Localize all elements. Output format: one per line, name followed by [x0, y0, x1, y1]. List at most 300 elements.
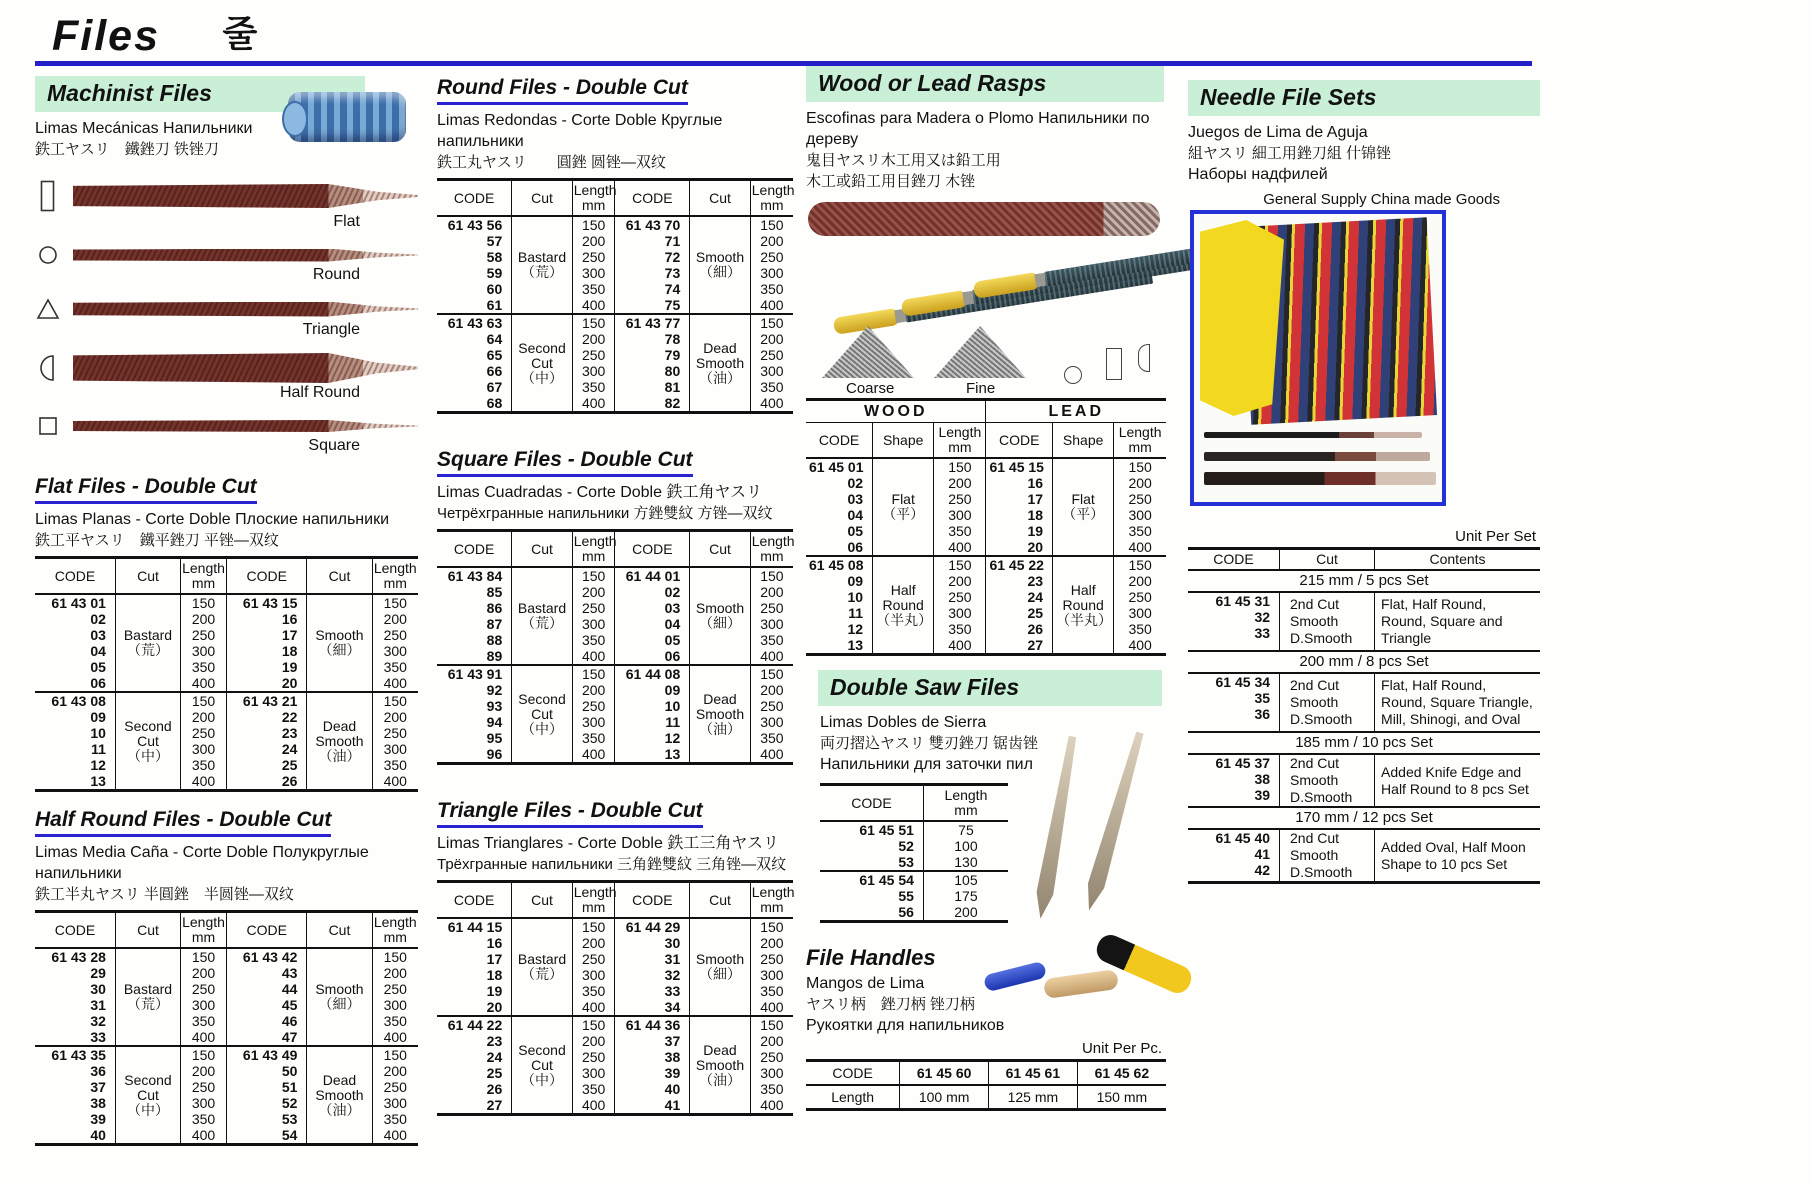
code-cell: 38 — [615, 1049, 690, 1065]
code-cell: 67 — [486, 379, 503, 395]
table-row — [437, 567, 793, 584]
length-cell: 300 — [750, 967, 793, 983]
length-cell: 150 — [1114, 556, 1166, 573]
table-row — [35, 594, 418, 611]
code-cell: 19 — [226, 659, 306, 675]
length-cell: 150 — [572, 665, 615, 682]
length-cell: 350 — [750, 281, 793, 297]
machinist-file-row — [35, 353, 418, 383]
code-cell: 61 45 40 41 42 — [1215, 830, 1271, 878]
flat-files-subtitle-cjk: 鉄工平ヤスリ 鐵平銼刀 平锉—双纹 — [35, 532, 279, 549]
code-cell: 25 — [486, 1065, 503, 1081]
header-cell: Length mm — [923, 785, 1008, 822]
length-cell: 350 — [934, 523, 986, 539]
header-cell: Cut — [1280, 549, 1375, 571]
saw-files-subtitle-es: Limas Dobles de Sierra — [820, 714, 987, 731]
code-cell: 61 44 08 — [615, 665, 690, 682]
length-cell: 150 — [181, 1046, 227, 1063]
code-cell: 81 — [615, 379, 690, 395]
header-cell: Cut — [512, 180, 573, 217]
header-cell: Contents — [1375, 549, 1540, 571]
length-cell: 300 — [1114, 605, 1166, 621]
header-cell: Cut — [115, 558, 180, 595]
code-cell: 61 45 51 — [820, 821, 923, 838]
code-cell: 87 — [486, 616, 503, 632]
shape-cell: Flat （平） — [1053, 458, 1114, 556]
length-cell: 250 — [934, 491, 986, 507]
triangle-files-table-wrap — [437, 880, 793, 1116]
length-cell: 125 mm — [989, 1085, 1078, 1110]
code-cell: 43 — [226, 965, 306, 981]
cut-cell: Second Cut （中） — [512, 665, 573, 764]
flat-file-image — [73, 184, 418, 208]
length-cell: 200 — [372, 709, 418, 725]
length-cell: 250 — [572, 600, 615, 616]
code-cell: 22 — [226, 709, 306, 725]
contents-cell: Flat, Half Round, Round, Square and Triangle — [1375, 592, 1540, 651]
fine-texture-swatch — [934, 326, 1026, 378]
length-cell: 400 — [934, 539, 986, 556]
rasps-subtitle-es-ru: Escofinas para Madera o Plomo Напильники по дереву — [806, 110, 1150, 148]
header-cell: Length mm — [572, 882, 615, 919]
saw-files-table — [820, 783, 1008, 923]
length-cell: 250 — [750, 249, 793, 265]
code-cell: 58 — [486, 249, 503, 265]
length-cell: 300 — [181, 997, 227, 1013]
length-cell: 350 — [750, 1081, 793, 1097]
length-cell: 150 — [181, 594, 227, 611]
header-cell: Length mm — [572, 531, 615, 568]
length-cell: 150 — [572, 918, 615, 935]
length-cell: 400 — [750, 395, 793, 413]
shape-cell: Half Round （半丸） — [1053, 556, 1114, 655]
fine-label: Fine — [966, 380, 996, 397]
round-files-title: Round Files - Double Cut — [437, 76, 688, 105]
length-cell: 400 — [1114, 539, 1166, 556]
length-cell: 250 — [572, 249, 615, 265]
length-cell: 400 — [372, 675, 418, 692]
length-cell: 350 — [372, 1111, 418, 1127]
cut-cell: 2nd Cut Smooth D.Smooth — [1280, 754, 1375, 807]
half-round-files-title: Half Round Files - Double Cut — [35, 808, 331, 837]
cut-cell: Second Cut （中） — [512, 314, 573, 413]
length-cell: 300 — [181, 1095, 227, 1111]
length-cell: 200 — [572, 331, 615, 347]
code-cell: 27 — [486, 1097, 503, 1113]
half-round-subtitle-es-ru: Limas Media Caña - Corte Doble Полукруглые напильники — [35, 844, 369, 882]
code-cell: 13 — [90, 773, 106, 789]
code-cell: 44 — [226, 981, 306, 997]
table-row — [820, 854, 1008, 871]
length-cell: 400 — [372, 1127, 418, 1145]
set-size-row — [1188, 570, 1540, 592]
length-cell: 400 — [750, 648, 793, 665]
length-cell: 150 — [750, 665, 793, 682]
file-handles-subtitle-es: Mangos de Lima — [806, 975, 925, 992]
code-cell: 39 — [615, 1065, 690, 1081]
code-cell: 61 43 01 — [35, 594, 115, 611]
table-row — [35, 948, 418, 965]
table-row — [35, 692, 418, 709]
length-cell: 300 — [372, 1095, 418, 1111]
length-cell: 250 — [750, 347, 793, 363]
length-cell: 400 — [572, 999, 615, 1016]
unit-per-pc-note: Unit Per Pc. — [1081, 1040, 1162, 1057]
length-cell: 200 — [572, 233, 615, 249]
length-cell: 350 — [181, 757, 227, 773]
length-cell: 300 — [372, 741, 418, 757]
length-cell: 150 — [750, 1016, 793, 1033]
table-row — [437, 314, 793, 331]
shape-cell: Half Round （半丸） — [873, 556, 934, 655]
length-cell: 400 — [372, 773, 418, 791]
header-cell: Length mm — [750, 882, 793, 919]
page-title-korean: 줄 — [222, 13, 258, 54]
code-cell: 10 — [90, 725, 106, 741]
header-cell: CODE — [35, 558, 115, 595]
circle-cross-section-icon — [1064, 366, 1082, 384]
length-cell: 100 — [923, 838, 1008, 854]
length-cell: 300 — [181, 643, 227, 659]
length-cell: 150 — [934, 458, 986, 475]
length-cell: 400 — [934, 637, 986, 655]
code-cell: 61 43 77 — [615, 314, 690, 331]
code-cell: 86 — [486, 600, 503, 616]
length-cell: 300 — [750, 616, 793, 632]
code-cell: 23 — [486, 1033, 503, 1049]
length-cell: 200 — [372, 611, 418, 627]
code-cell: 61 43 63 — [437, 314, 512, 331]
needle-sets-photo — [1190, 210, 1446, 506]
length-cell: 150 — [750, 216, 793, 233]
code-cell: 24 — [986, 589, 1053, 605]
length-cell: 250 — [181, 981, 227, 997]
header-cell: CODE — [820, 785, 923, 822]
code-cell: 46 — [226, 1013, 306, 1029]
file-handles-subtitle-ru: Рукоятки для напильников — [806, 1017, 1005, 1034]
needle-sets-header: Needle File Sets — [1188, 80, 1540, 116]
set-size-row — [1188, 651, 1540, 673]
round-files-table-wrap — [437, 178, 793, 414]
column-rasps-saw-handles — [806, 66, 1166, 1111]
code-cell: 89 — [486, 648, 503, 664]
length-cell: 400 — [572, 297, 615, 314]
code-cell: 61 43 91 — [437, 665, 512, 682]
code-cell: 33 — [90, 1029, 106, 1045]
machinist-files-header: Machinist Files — [35, 76, 365, 112]
code-cell: 19 — [486, 983, 503, 999]
table-row — [806, 1085, 1166, 1110]
code-cell: 06 — [615, 648, 690, 665]
code-cell: 61 45 22 — [986, 556, 1053, 573]
header-cell: Length mm — [934, 423, 986, 459]
length-cell: 400 — [572, 1097, 615, 1115]
length-cell: 250 — [750, 698, 793, 714]
length-cell: 150 — [572, 1016, 615, 1033]
code-cell: 55 — [898, 888, 914, 904]
flat-rasp-image — [808, 202, 1160, 236]
length-cell: 350 — [181, 1111, 227, 1127]
code-cell: 06 — [90, 675, 106, 691]
length-cell: 250 — [572, 347, 615, 363]
wood-lead-table — [806, 398, 1166, 656]
code-cell: 17 — [226, 627, 306, 643]
flat-files-table-wrap — [35, 556, 418, 792]
length-cell: 75 — [923, 821, 1008, 838]
code-cell: 39 — [90, 1111, 106, 1127]
cut-cell: Smooth （細） — [690, 567, 751, 665]
code-cell: 31 — [90, 997, 106, 1013]
code-cell: 30 — [90, 981, 106, 997]
code-cell: 73 — [615, 265, 690, 281]
code-cell: 10 — [847, 589, 864, 605]
cut-cell: Second Cut （中） — [115, 1046, 180, 1145]
length-cell: 200 — [750, 682, 793, 698]
code-cell: 11 — [615, 714, 690, 730]
length-cell: 200 — [750, 935, 793, 951]
header-cell: CODE — [437, 180, 512, 217]
code-cell: 61 43 08 — [35, 692, 115, 709]
code-cell: 02 — [90, 611, 106, 627]
square-files-title: Square Files - Double Cut — [437, 448, 693, 477]
code-cell: 92 — [486, 682, 503, 698]
code-cell: 13 — [847, 637, 864, 653]
table-row — [820, 888, 1008, 904]
needle-file-image — [1204, 432, 1422, 438]
code-cell: 05 — [847, 523, 864, 539]
unit-per-set-note: Unit Per Set — [1455, 528, 1536, 545]
header-cell: CODE — [226, 558, 306, 595]
code-cell: 37 — [90, 1079, 106, 1095]
length-cell: 300 — [750, 714, 793, 730]
header-cell: Length mm — [750, 180, 793, 217]
length-cell: 350 — [1114, 523, 1166, 539]
table-row — [437, 918, 793, 935]
length-cell: 350 — [372, 1013, 418, 1029]
length-cell: 400 — [572, 746, 615, 764]
header-cell: Length mm — [372, 558, 418, 595]
round-files-subtitle-cjk: 鉄工丸ヤスリ 圓銼 圆锉—双纹 — [437, 154, 666, 171]
length-cell: 350 — [572, 1081, 615, 1097]
cut-cell: Smooth （細） — [690, 918, 751, 1016]
flat-files-subtitle-es-ru: Limas Planas - Corte Doble Плоские напильники — [35, 511, 389, 528]
table-row — [820, 904, 1008, 922]
shape-cell: Flat （平） — [873, 458, 934, 556]
code-cell: 52 — [898, 838, 914, 854]
code-cell: 88 — [486, 632, 503, 648]
needle-sets-table — [1188, 547, 1540, 884]
machinist-file-row — [35, 298, 418, 320]
file-type-label: Round — [312, 266, 360, 283]
length-cell: 105 — [923, 871, 1008, 888]
code-cell: 27 — [986, 637, 1053, 655]
code-cell: 61 43 42 — [226, 948, 306, 965]
file-type-label: Half Round — [279, 384, 360, 401]
length-cell: 200 — [934, 573, 986, 589]
length-cell: 250 — [181, 725, 227, 741]
code-cell: 61 45 60 — [900, 1061, 989, 1086]
handles-table-wrap — [806, 1059, 1166, 1111]
code-cell: 02 — [615, 584, 690, 600]
header-cell: Cut — [690, 531, 751, 568]
length-cell: 200 — [923, 904, 1008, 922]
code-cell: 51 — [226, 1079, 306, 1095]
length-cell: 350 — [572, 632, 615, 648]
cut-cell: Second Cut （中） — [115, 692, 180, 791]
file-handles-title: File Handles — [806, 945, 936, 970]
length-cell: 300 — [1114, 507, 1166, 523]
length-cell: 350 — [750, 730, 793, 746]
code-cell: 61 43 15 — [226, 594, 306, 611]
triangle-table-table — [437, 880, 793, 1116]
code-cell: 02 — [847, 475, 864, 491]
cut-cell: Dead Smooth （油） — [690, 314, 751, 413]
page-header — [52, 6, 257, 61]
round-table-table — [437, 178, 793, 414]
code-cell: 03 — [90, 627, 106, 643]
length-cell: 150 — [572, 216, 615, 233]
length-cell: 150 mm — [1077, 1085, 1166, 1110]
code-cell: 53 — [226, 1111, 306, 1127]
code-cell: 94 — [486, 714, 503, 730]
code-cell: 17 — [986, 491, 1053, 507]
half-round-cross-section-icon — [1138, 344, 1150, 372]
code-cell: 04 — [615, 616, 690, 632]
code-cell: 40 — [615, 1081, 690, 1097]
header-cell: CODE — [615, 180, 690, 217]
header-cell: Cut — [307, 912, 372, 949]
length-cell: 250 — [572, 698, 615, 714]
length-cell: 400 — [181, 1127, 227, 1145]
half-round-table-wrap — [35, 910, 418, 1146]
saw-files-subtitle-ru: Напильники для заточки пил — [820, 756, 1033, 773]
header-cell: LEAD — [986, 400, 1166, 423]
length-cell: 250 — [181, 627, 227, 643]
code-cell: 61 43 70 — [615, 216, 690, 233]
length-cell: 150 — [1114, 458, 1166, 475]
length-cell: 250 — [372, 627, 418, 643]
file-type-label: Flat — [333, 213, 360, 230]
length-cell: 350 — [1114, 621, 1166, 637]
file-handles-subtitle-cjk: ヤスリ柄 銼刀柄 锉刀柄 — [806, 996, 975, 1013]
code-cell: 05 — [90, 659, 106, 675]
header-cell: CODE — [437, 882, 512, 919]
code-cell: 61 44 36 — [615, 1016, 690, 1033]
code-cell: 29 — [90, 965, 106, 981]
cross-section-square-icon — [35, 416, 61, 436]
length-cell: 400 — [181, 1029, 227, 1046]
code-cell: 11 — [848, 605, 864, 621]
length-cell: 150 — [750, 314, 793, 331]
length-cell: 200 — [750, 584, 793, 600]
file-type-label: Square — [308, 437, 360, 454]
length-cell: 150 — [181, 948, 227, 965]
length-cell: 200 — [572, 1033, 615, 1049]
cut-cell: Smooth （細） — [307, 594, 372, 692]
code-cell: 61 45 08 — [806, 556, 873, 573]
length-cell: 300 — [750, 1065, 793, 1081]
code-cell: 56 — [898, 904, 914, 920]
table-row — [437, 1016, 793, 1033]
column-machinist — [35, 76, 418, 1146]
code-cell: 68 — [486, 395, 503, 411]
header-cell: CODE — [437, 531, 512, 568]
length-cell: 250 — [750, 600, 793, 616]
length-cell: 350 — [750, 379, 793, 395]
half-round-subtitle-cjk: 鉄工半丸ヤスリ 半圓銼 半圆锉—双纹 — [35, 886, 294, 903]
needle-sets-table-wrap — [1188, 547, 1540, 884]
header-cell: Shape — [1053, 423, 1114, 459]
half-round-file-image — [73, 353, 418, 383]
header-cell: CODE — [226, 912, 306, 949]
header-cell: Cut — [307, 558, 372, 595]
table-row — [806, 556, 1166, 573]
length-cell: 400 — [181, 675, 227, 692]
table-row — [1188, 829, 1540, 883]
length-cell: 200 — [934, 475, 986, 491]
table-row — [806, 458, 1166, 475]
table-row — [820, 871, 1008, 888]
contents-cell: Added Knife Edge and Half Round to 8 pcs Set — [1375, 754, 1540, 807]
header-cell: Length mm — [372, 912, 418, 949]
code-cell: 23 — [226, 725, 306, 741]
code-cell: 32 — [90, 1013, 106, 1029]
code-cell: 37 — [615, 1033, 690, 1049]
table-row — [1188, 592, 1540, 651]
length-cell: 350 — [181, 1013, 227, 1029]
cut-cell: 2nd Cut Smooth D.Smooth — [1280, 592, 1375, 651]
round-files-subtitle-es-ru: Limas Redondas - Corte Doble Круглые напильники — [437, 112, 723, 150]
length-cell: 250 — [181, 1079, 227, 1095]
cross-section-half-icon — [35, 354, 61, 382]
coarse-label: Coarse — [846, 380, 895, 397]
length-cell: 130 — [923, 854, 1008, 871]
code-cell: 26 — [486, 1081, 503, 1097]
length-cell: 250 — [750, 1049, 793, 1065]
round-file-image — [73, 249, 418, 262]
code-cell: 64 — [486, 331, 503, 347]
cut-cell: Bastard （荒） — [512, 918, 573, 1016]
halfround-table-table — [35, 910, 418, 1146]
code-cell: 66 — [486, 363, 503, 379]
code-cell: 09 — [90, 709, 106, 725]
code-cell: 82 — [615, 395, 690, 413]
cut-cell: Dead Smooth （油） — [307, 692, 372, 791]
table-row — [820, 821, 1008, 838]
length-cell: 250 — [750, 951, 793, 967]
square-files-subtitle-ru-cjk: Четрёхгранные напильники 方銼雙紋 方锉—双纹 — [437, 505, 773, 522]
length-cell: 200 — [572, 682, 615, 698]
needle-sets-subtitle-ru: Наборы надфилей — [1188, 166, 1328, 183]
code-cell: 79 — [615, 347, 690, 363]
cut-cell: Dead Smooth （油） — [690, 1016, 751, 1115]
file-type-label: Triangle — [302, 321, 360, 338]
table-row — [806, 1061, 1166, 1086]
length-cell: 400 — [750, 297, 793, 314]
triangle-files-subtitle-es: Limas Trianglares - Corte Doble 鉄工三角ヤスリ — [437, 835, 779, 852]
needle-file-image — [1204, 452, 1430, 461]
code-cell: 85 — [486, 584, 503, 600]
saw-files-area — [806, 775, 1166, 935]
square-files-table-wrap — [437, 529, 793, 765]
row-label-cell: Length — [806, 1085, 900, 1110]
rasps-subtitle-cn: 木工或鉛工用目銼刀 木锉 — [806, 173, 976, 190]
length-cell: 250 — [1114, 589, 1166, 605]
code-cell: 59 — [486, 265, 503, 281]
code-cell: 96 — [486, 746, 503, 762]
code-cell: 33 — [615, 983, 690, 999]
machinist-file-illustrations — [35, 180, 418, 455]
